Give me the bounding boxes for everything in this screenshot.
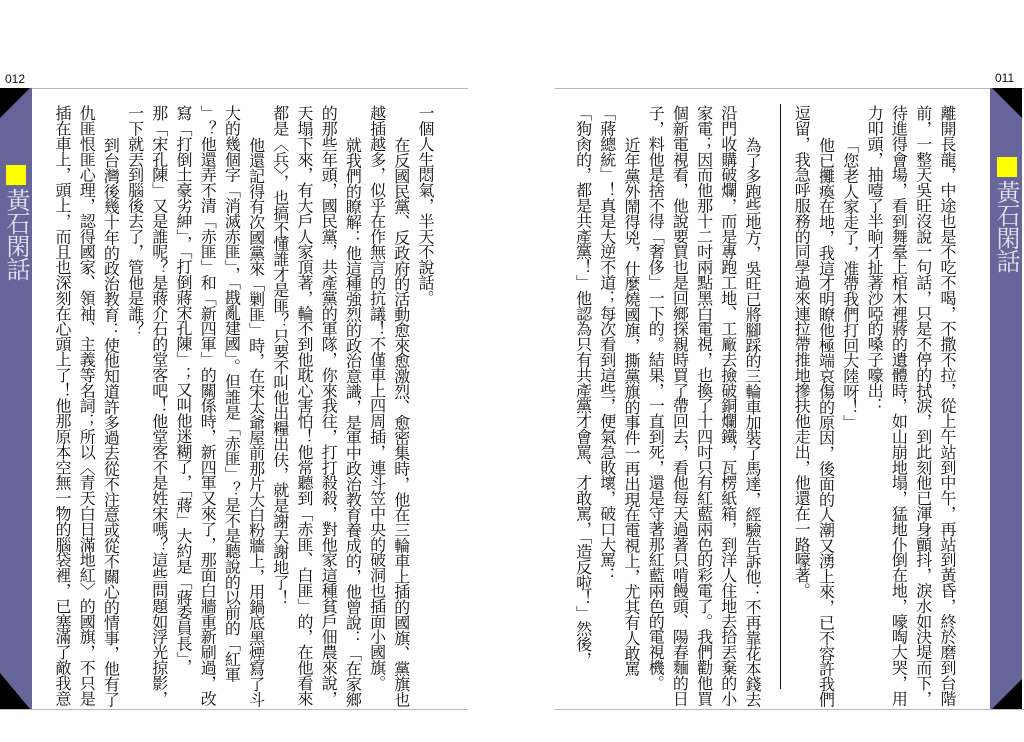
text-column: 待進得會場，看到舞臺上棺木裡蔣的遺體時，如山崩地塌，猛地仆倒在地，嚎啕大哭，用 [889,105,909,706]
left-header-rule [0,88,468,89]
right-footer-rule [555,709,1024,710]
text-column: 大的幾個字「消滅赤匪」，「戡亂建國」。但誰是「赤匪」？是不是聽說的以前的「紅軍 [222,105,242,682]
text-column: 一下就丟到腦後去了，管他是誰？ [125,105,145,337]
text-column: 近年黨外鬧得兇，什麼燒國旗，撕黨旗的事件一再出現在電視上，尤其有人敢罵 [622,137,641,677]
text-column: 「您老人家走了，准帶我們打回大陸呀！」 [840,137,860,430]
text-column: 的那些年頭，國民黨，共產黨的軍隊，你來我往，打打殺殺，對他家這種貧戶佃農來說， [319,105,339,706]
text-column: 那「宋孔陳」又是誰呢？是蔣介石的堂客吧！他堂客不是姓宋嗎？這些問題如浮光掠影， [149,105,169,706]
text-column: 「狗肏的，都是共產黨！」他認為只有共產黨才會罵、才敢罵，「造反啦！」然後， [573,105,593,667]
text-column: 在反國民黨、反政府的活動愈來愈激烈、愈密集時，他在三輪車上插的國旗、黨旗也 [391,137,411,707]
text-column: 逗留，我急呼服務的同學過來連拉帶推地摻扶他走出，他還在一路嚎著。 [792,105,812,598]
column-divider-rule [780,104,781,689]
text-column: 為了多跑些地方，吳旺已將腳踩的三輪車加裝了馬達，經驗告訴他：不再靠花本錢去 [743,137,762,707]
yellow-marker-square [997,157,1017,177]
text-column: 越插越多，似乎在作無言的抗議！不僅車上四周插，連斗笠中央的破洞也插面小國旗。 [367,105,387,691]
corner-triangle-bottom [0,673,30,709]
text-column: 沿門收購破爛，而是專跑工地、工廠去撿破銅爛鐵，瓦楞紙箱，到洋人住地去拾丟棄的小 [718,105,738,706]
text-column: 」？他還弄不清「赤匪」和「新四軍」的關係時，新四軍又來了，那面白牆重新刷過，改 [198,105,218,706]
page-number-right: 011 [995,71,1015,85]
text-column: 力叩頭，抽噎了半晌才扯著沙啞的嗓子嚎出： [865,105,885,414]
left-footer-rule [0,709,468,710]
left-sidebar-tab [0,88,32,709]
corner-triangle-bottom [992,679,1022,709]
text-column: 他還記得有次國黨來「剿匪」時，在宋太爺屋前那片大白粉牆上，用鍋底黑煙寫了斗 [246,137,266,707]
right-header-rule [555,88,1024,89]
text-column: 家電；因而他那十二吋兩點黑白電視，也換了十四吋只有紅藍兩色的彩電了。我們勸他買 [694,105,714,706]
corner-triangle-top [992,88,1022,118]
text-column: 前，一整天吳旺沒說一句話，只是不停的拭淚，到此刻他已渾身顫抖，淚水如決堤而下， [913,105,933,706]
text-column: 都是〈兵〉，也搞不懂誰才是匪？只要不叫他出糧出伕，就是謝天謝地了！ [270,105,290,606]
text-column: 子，料他是捨不得「奢侈」一下的。結果，一直到死，還是守著那紅藍兩色的電視機。 [646,105,666,691]
text-column: 仇匪恨匪心理，認得國家、領袖、主義等名詞；所以〈青天白日滿地紅〉的國旗，不只是 [77,105,97,706]
corner-triangle-top [0,88,30,118]
text-column: 寫「打倒土豪劣紳」，「打倒蔣宋孔陳」；又叫他迷糊了，「蔣」大約是「蔣委員長」， [174,105,193,674]
text-column: 就我們的瞭解：他這種強烈的政治意識，是軍中政治教育養成的，他曾說：「在家鄉 [343,137,363,707]
text-column: 插在車上，頭上，而且也深刻在心頭上了！他那原本空無一物的腦袋裡，已塞滿了敵我意 [53,105,72,706]
section-title: 黃石閑話 [2,188,30,280]
text-column: 離開長龍，中途也是不吃不喝，不撒不拉，從上午站到中午，再站到黃昏，終於磨到台階 [938,105,957,706]
text-column: 一個人生悶氣，半天不說話。 [416,105,435,306]
text-column: 他已攤瘓在地，我這才明瞭他極端哀傷的原因，後面的人潮又湧上來，已不容許我們 [816,137,836,707]
text-column: 「蔣總統」！真是大逆不道；每次看到這些，便氣急敗壞，破口大罵： [597,105,617,583]
right-sidebar-tab [990,88,1022,709]
yellow-marker-square [6,165,26,185]
page-number-left: 012 [5,72,26,86]
text-column: 個新電視看，他說要買也是回鄉探親時買了帶回去，看他每天過著只啃饅頭、陽春麵的日 [670,105,690,706]
text-column: 到台灣後幾十年的政治教育：使他知道許多過去從不注意或從不關心的情事，他有了 [101,137,121,707]
text-column: 天塌下來，有大戶人家頂著，輪不到他耽心害怕！他常聽到「赤匪、白匪」的，在他看來 [295,105,314,706]
section-title: 黃石閑話 [992,180,1020,272]
